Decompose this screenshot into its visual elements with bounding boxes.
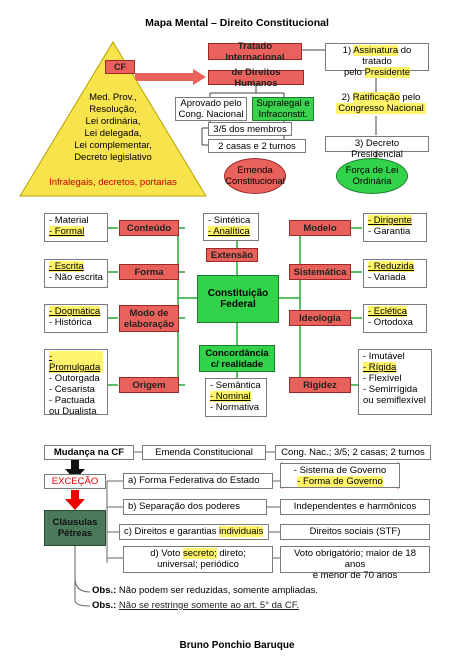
- emenda-line: Constitucional: [225, 176, 285, 187]
- rigidez-leaves: [358, 349, 432, 415]
- forca-line: Força de Lei: [345, 165, 399, 176]
- petrea-b-right: Independentes e harmônicos: [280, 499, 430, 515]
- origem-leaves: [44, 349, 108, 415]
- node-forma: Forma: [119, 264, 179, 280]
- exclusion-item: - Sistema de Governo: [293, 465, 387, 476]
- excecao-label: EXCEÇÃO: [44, 474, 106, 489]
- leaf-item: ou semiflexível: [363, 395, 426, 406]
- node-rigidez: Rigidez: [289, 377, 351, 393]
- cf-norm-item: Lei complementar,: [74, 140, 152, 151]
- step2-prefix: 2): [341, 92, 353, 103]
- step1-rest: do tratado: [362, 45, 412, 67]
- leaf-item: - Rígida: [363, 362, 397, 373]
- petrea-d-rest: direto;: [216, 548, 246, 559]
- cf-norms-list: [58, 92, 168, 164]
- node-sistematica: Sistemática: [289, 264, 351, 280]
- cf-norm-item: Lei ordinária,: [85, 116, 141, 127]
- step3-box: 3) Decreto Presidencial: [325, 136, 429, 152]
- concordancia-leaves: [205, 378, 267, 417]
- petrea-d-highlight: secreto;: [182, 548, 217, 559]
- node-ideologia: Ideologia: [289, 310, 351, 326]
- leaf-item: - Eclética: [368, 306, 408, 317]
- leaf-item: - Outorgada: [49, 373, 100, 384]
- leaf-item: - Analítica: [208, 226, 250, 237]
- leaf-item: - Ortodoxa: [368, 317, 413, 328]
- modelo-leaves: [363, 213, 427, 242]
- approved-box: [175, 97, 247, 121]
- obs-1: [92, 585, 318, 596]
- petrea-c-right: Direitos sociais (STF): [280, 524, 430, 540]
- step1-line2-highlight: Presidente: [364, 67, 411, 78]
- node-concordancia: [199, 345, 275, 372]
- conteudo-leaves: [44, 213, 108, 242]
- quorum-box: 3/5 dos membros: [208, 122, 292, 136]
- clausulas-line: Pétreas: [57, 528, 93, 539]
- petrea-a: a) Forma Federativa do Estado: [123, 473, 273, 489]
- step1-prefix: 1): [342, 45, 354, 56]
- modo-leaves: [44, 304, 108, 333]
- supralegal-line: Supralegal e: [256, 98, 310, 109]
- leaf-item: - Flexível: [363, 373, 402, 384]
- leaf-item: - Promulgada: [49, 351, 103, 373]
- petrea-b: b) Separação dos poderes: [123, 499, 267, 515]
- leaf-item: - Sintética: [208, 215, 251, 226]
- author-footer: Bruno Ponchio Baruque: [179, 640, 295, 651]
- node-modo-line: elaboração: [123, 318, 175, 330]
- leaf-item: - Semirrígida: [363, 384, 418, 395]
- node-origem: Origem: [119, 377, 179, 393]
- extensao-leaves: [203, 213, 259, 241]
- petrea-d-right-line: e menor de 70 anos: [312, 570, 398, 581]
- leaf-item: - Não escrita: [49, 272, 103, 283]
- ideologia-leaves: [363, 304, 427, 333]
- node-modelo: Modelo: [289, 220, 351, 236]
- petrea-c-highlight: individuais: [219, 526, 264, 537]
- cf-label: CF: [105, 60, 135, 74]
- mudanca-emenda: Emenda Constitucional: [142, 445, 266, 460]
- leaf-item: - Garantia: [368, 226, 411, 237]
- step1-highlight: Assinatura: [353, 45, 399, 56]
- center-constituicao: [197, 275, 279, 323]
- leaf-item: ou Dualista: [49, 406, 97, 417]
- leaf-item: - Escrita: [49, 261, 84, 272]
- forma-leaves: [44, 259, 108, 288]
- treaty-title: Tratado Internacional: [208, 43, 302, 60]
- forca-cloud: [336, 158, 408, 194]
- leaf-item: - Reduzida: [368, 261, 414, 272]
- exclusion-item: - Forma de Governo: [297, 476, 383, 487]
- petrea-d: [123, 546, 273, 573]
- leaf-item: - Dirigente: [368, 215, 412, 226]
- petrea-a-exclusions: [280, 463, 400, 488]
- center-line: Federal: [220, 299, 256, 310]
- leaf-item: - Nominal: [210, 391, 251, 402]
- obs-1-text: Não podem ser reduzidas, somente ampliadas.: [116, 585, 318, 596]
- node-extensao: Extensão: [206, 248, 258, 262]
- obs-1-label: Obs.:: [92, 585, 117, 596]
- approved-line: Aprovado pelo: [180, 98, 242, 109]
- mudanca-label: Mudança na CF: [44, 445, 134, 460]
- center-line: Constituição: [207, 288, 269, 299]
- node-concordancia-line: c/ realidade: [210, 358, 264, 370]
- step1-line2-prefix: pelo: [343, 67, 365, 78]
- petrea-c-prefix: c) Direitos e garantias: [124, 526, 220, 537]
- leaf-item: - Normativa: [210, 402, 260, 413]
- leaf-item: - Imutável: [363, 351, 405, 362]
- step2-rest: pelo: [399, 92, 421, 103]
- node-concordancia-line: Concordância: [205, 347, 269, 359]
- emenda-line: Emenda: [237, 165, 273, 176]
- step2-text: [336, 92, 426, 114]
- petrea-d-right-line: Voto obrigatório; maior de 18 anos: [294, 548, 416, 570]
- step2-highlight: Ratificação: [352, 92, 400, 103]
- node-modo: [119, 305, 179, 332]
- petrea-d-right: [280, 546, 430, 581]
- page-title: Mapa Mental – Direito Constitucional: [145, 17, 329, 29]
- node-conteudo: Conteúdo: [119, 220, 179, 236]
- leaf-item: - Semântica: [210, 380, 261, 391]
- turns-box: 2 casas e 2 turnos: [208, 139, 306, 153]
- cf-norm-item: Lei delegada,: [84, 128, 142, 139]
- clausulas-line: Cláusulas: [52, 517, 98, 528]
- leaf-item: - Cesarista: [49, 384, 95, 395]
- cf-norm-item: Decreto legislativo: [74, 152, 152, 163]
- supralegal-box: [252, 97, 314, 121]
- obs-2: [92, 600, 299, 611]
- mudanca-quorum: Cong. Nac.; 3/5; 2 casas; 2 turnos: [275, 445, 431, 460]
- leaf-item: - Dogmática: [49, 306, 101, 317]
- treaty-subtitle: de Direitos Humanos: [208, 70, 304, 85]
- leaf-item: - Material: [49, 215, 89, 226]
- approved-line: Cong. Nacional: [178, 109, 244, 120]
- clausulas-petreas-box: [44, 510, 106, 546]
- petrea-d-prefix: d) Voto: [150, 548, 183, 559]
- step2-line2: Congresso Nacional: [336, 103, 426, 114]
- leaf-item: - Variada: [368, 272, 406, 283]
- obs-2-label: Obs.:: [92, 600, 117, 611]
- cf-norm-item: Med. Prov.,: [89, 92, 137, 103]
- cf-norm-item: Resolução,: [89, 104, 137, 115]
- leaf-item: - Formal: [49, 226, 85, 237]
- petrea-c: [119, 524, 269, 540]
- sistematica-leaves: [363, 259, 427, 288]
- cf-infralegal-text: Infralegais, decretos, portarias: [49, 177, 177, 188]
- emenda-cloud: [224, 158, 286, 194]
- supralegal-line: Infraconstit.: [258, 109, 308, 120]
- leaf-item: - Pactuada: [49, 395, 95, 406]
- petrea-d-line2: universal; periódico: [157, 559, 239, 570]
- node-modo-line: Modo de: [129, 307, 169, 319]
- forca-line: Ordinária: [352, 176, 392, 187]
- leaf-item: - Histórica: [49, 317, 92, 328]
- step1-box: [325, 43, 429, 78]
- obs-2-text: Não se restringe somente ao art. 5° da CF.: [118, 600, 300, 611]
